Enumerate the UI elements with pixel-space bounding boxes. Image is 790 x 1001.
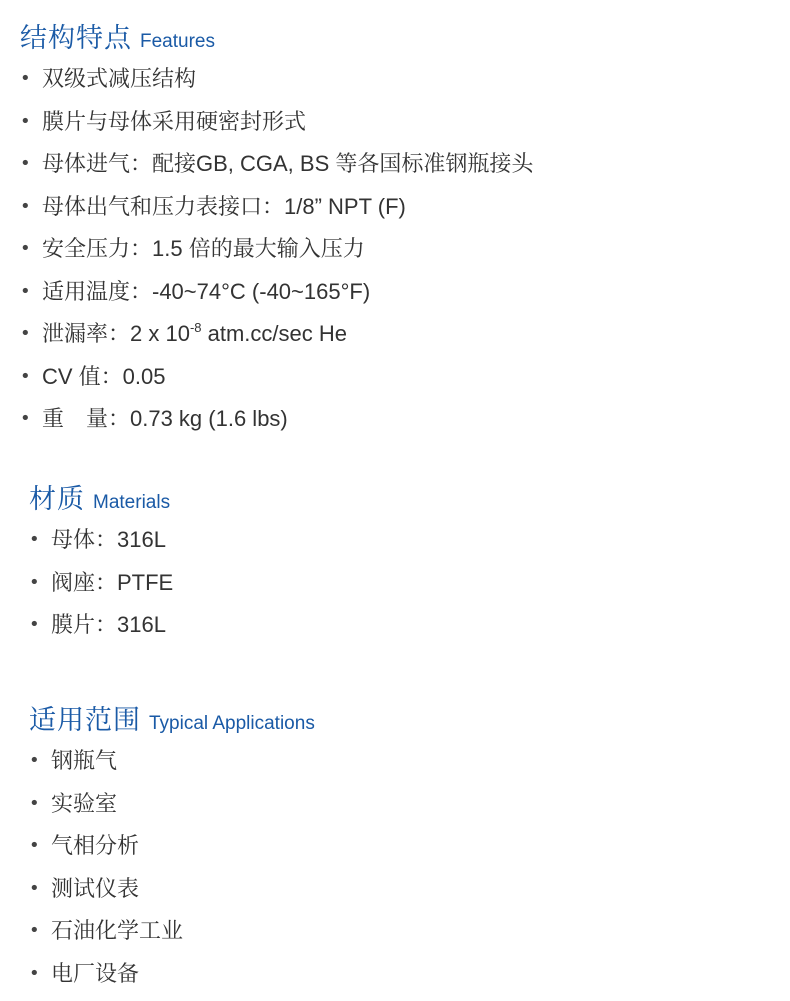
feature-text: 重 量：0.73 kg (1.6 lbs) — [42, 406, 288, 431]
applications-heading — [29, 698, 315, 737]
material-text: 阀座：PTFE — [51, 569, 174, 595]
bullet-icon: • — [20, 280, 31, 302]
application-text: 钢瓶气 — [51, 748, 118, 773]
bullet-icon: • — [20, 110, 31, 132]
application-text: 气相分析 — [51, 833, 140, 858]
feature-text: CV 值：0.05 — [42, 363, 166, 389]
feature-text: 母体出气和压力表接口：1/8” NPT (F) — [42, 193, 406, 219]
application-text: 电厂设备 — [51, 960, 140, 986]
bullet-icon: • — [29, 877, 40, 899]
application-text: 石油化学工业 — [51, 918, 184, 943]
bullet-icon: • — [20, 153, 31, 174]
bullet-icon: • — [20, 408, 31, 429]
material-text: 母体：316L — [51, 527, 166, 552]
bullet-icon: • — [20, 365, 31, 387]
material-text: 膜片：316L — [51, 612, 166, 637]
features-title-cn: 结构特点 — [20, 23, 132, 54]
application-text: 实验室 — [51, 790, 118, 816]
leak-rate-value: 2 x 10 — [130, 321, 190, 346]
features-heading — [20, 16, 215, 55]
feature-text: 膜片与母体采用硬密封形式 — [42, 108, 307, 134]
leak-rate-text — [42, 319, 347, 349]
bullet-icon: • — [29, 792, 40, 814]
bullet-icon: • — [29, 750, 40, 771]
bullet-icon: • — [20, 68, 31, 89]
features-title-en: Features — [140, 31, 215, 52]
feature-text: 双级式减压结构 — [42, 66, 197, 91]
feature-text: 安全压力：1.5 倍的最大输入压力 — [42, 236, 365, 261]
leak-rate-unit: atm.cc/sec He — [201, 321, 347, 346]
bullet-icon: • — [29, 962, 40, 984]
feature-text: 母体进气：配接GB, CGA, BS 等各国标准钢瓶接头 — [42, 151, 534, 176]
applications-title-cn: 适用范围 — [29, 705, 141, 736]
application-text: 测试仪表 — [51, 875, 140, 901]
bullet-icon: • — [29, 529, 40, 550]
bullet-icon: • — [29, 920, 40, 941]
materials-heading — [29, 477, 170, 516]
materials-title-cn: 材质 — [29, 484, 85, 515]
bullet-icon: • — [29, 614, 40, 635]
leak-rate-exponent: -8 — [189, 319, 202, 335]
feature-text: 适用温度：-40~74°C (-40~165°F) — [42, 278, 371, 304]
leak-rate-label: 泄漏率： — [42, 321, 131, 346]
bullet-icon: • — [20, 238, 31, 259]
bullet-icon: • — [29, 571, 40, 593]
materials-title-en: Materials — [93, 492, 171, 513]
bullet-icon: • — [29, 835, 40, 856]
bullet-icon: • — [20, 195, 31, 217]
applications-title-en: Typical Applications — [149, 713, 315, 734]
bullet-icon: • — [20, 323, 31, 344]
